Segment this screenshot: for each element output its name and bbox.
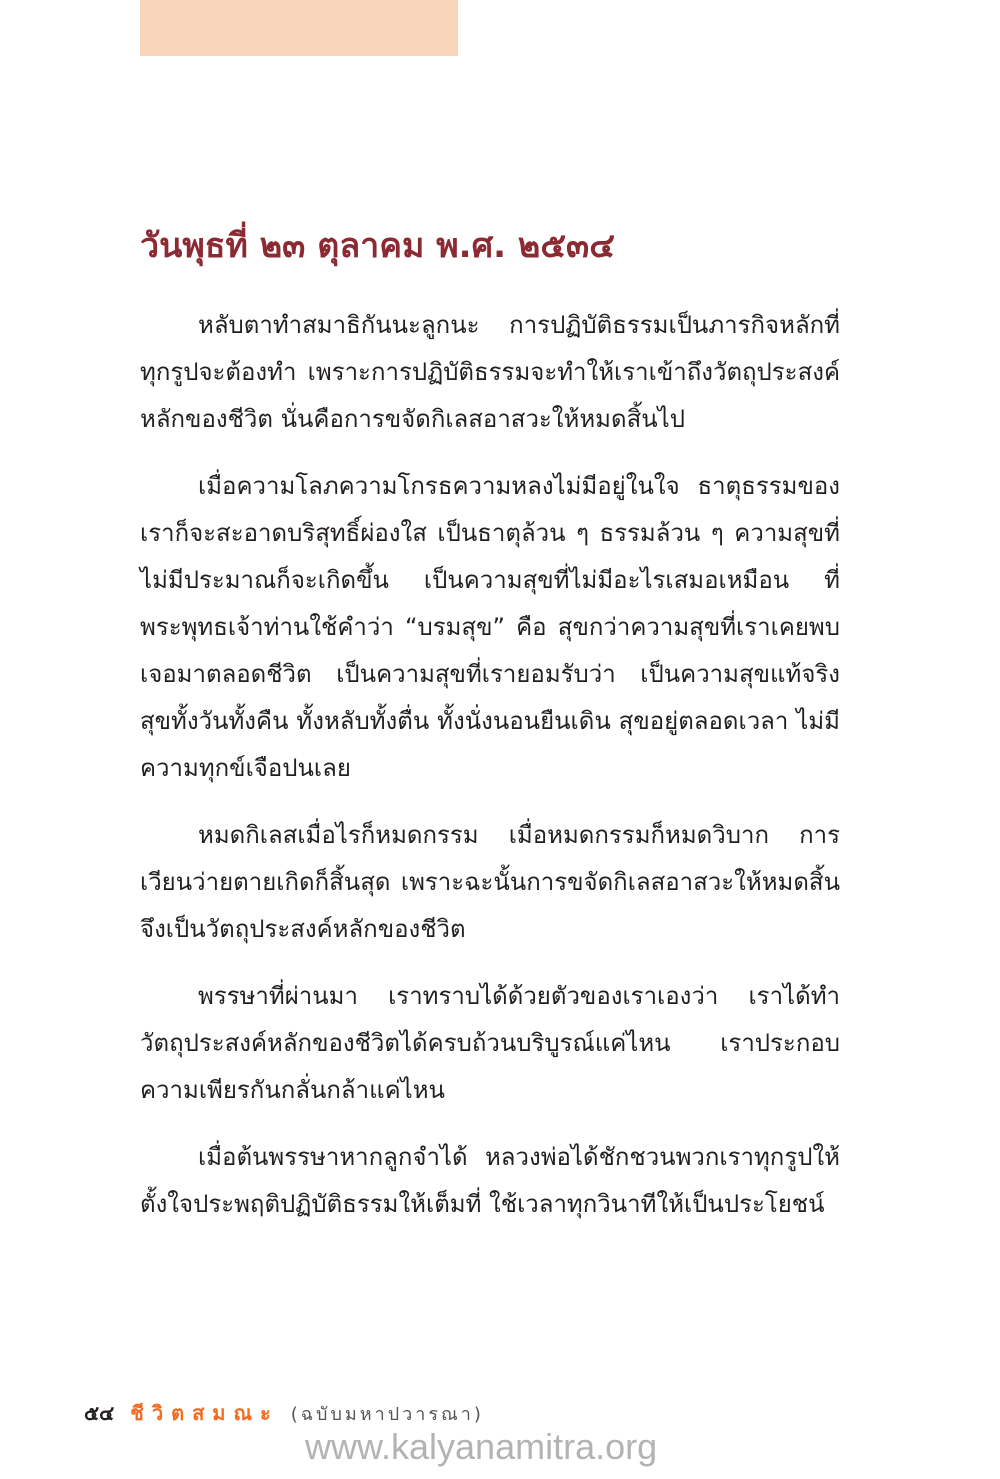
header-tab-decoration xyxy=(140,0,458,56)
paragraph: หมดกิเลสเมื่อไรก็หมดกรรม เมื่อหมดกรรมก็หมดวิบาก การเวียนว่ายตายเกิดก็สิ้นสุด เพราะฉะนั้นการขจัดกิเลสอาสวะให้หมดสิ้น จึงเป็นวัตถุประสงค์หลักของชีวิต xyxy=(140,821,840,943)
watermark-url: www.kalyanamitra.org xyxy=(305,1426,658,1467)
edition-label: (ฉบับมหาปวารณา) xyxy=(290,1403,484,1425)
paragraph: เมื่อต้นพรรษาหากลูกจำได้ หลวงพ่อได้ชักชวนพวกเราทุกรูปให้ตั้งใจประพฤติปฏิบัติธรรมให้เต็มที่ ใช้เวลาทุกวินาทีให้เป็นประโยชน์ xyxy=(140,1143,840,1218)
paragraph: พรรษาที่ผ่านมา เราทราบได้ด้วยตัวของเราเองว่า เราได้ทำวัตถุประสงค์หลักของชีวิตได้ครบถ้วนบริบูรณ์แค่ไหน เราประกอบความเพียรกันกลั่นกล้าแค่ไหน xyxy=(140,982,840,1104)
body-text xyxy=(140,302,840,1248)
page-title: วันพุธที่ ๒๓ ตุลาคม พ.ศ. ๒๕๓๔ xyxy=(140,226,616,266)
page-number: ๕๔ xyxy=(84,1401,115,1425)
paragraph: เมื่อความโลภความโกรธความหลงไม่มีอยู่ในใจ ธาตุธรรมของเราก็จะสะอาดบริสุทธิ์ผ่องใส เป็นธาตุล้วน ๆ ธรรมล้วน ๆ ความสุขที่ไม่มีประมาณก็จะเกิดขึ้น เป็นความสุขที่ไม่มีอะไรเสมอเหมือน ที่พระพุทธเจ้าท่านใช้คำว่า “บรมสุข” คือ สุขกว่าความสุขที่เราเคยพบเจอมาตลอดชีวิต เป็นความสุขที่เรายอมรับว่า เป็นความสุขแท้จริง สุขทั้งวันทั้งคืน ทั้งหลับทั้งตื่น ทั้งนั่งนอนยืนเดิน สุขอยู่ตลอดเวลา ไม่มีความทุกข์เจือปนเลย xyxy=(140,472,840,782)
paragraph: หลับตาทำสมาธิกันนะลูกนะ การปฏิบัติธรรมเป็นภารกิจหลักที่ทุกรูปจะต้องทำ เพราะการปฏิบัติธรรมจะทำให้เราเข้าถึงวัตถุประสงค์หลักของชีวิต นั่นคือการขจัดกิเลสอาสวะให้หมดสิ้นไป xyxy=(140,311,840,433)
book-title: ชีวิตสมณะ xyxy=(130,1401,279,1425)
